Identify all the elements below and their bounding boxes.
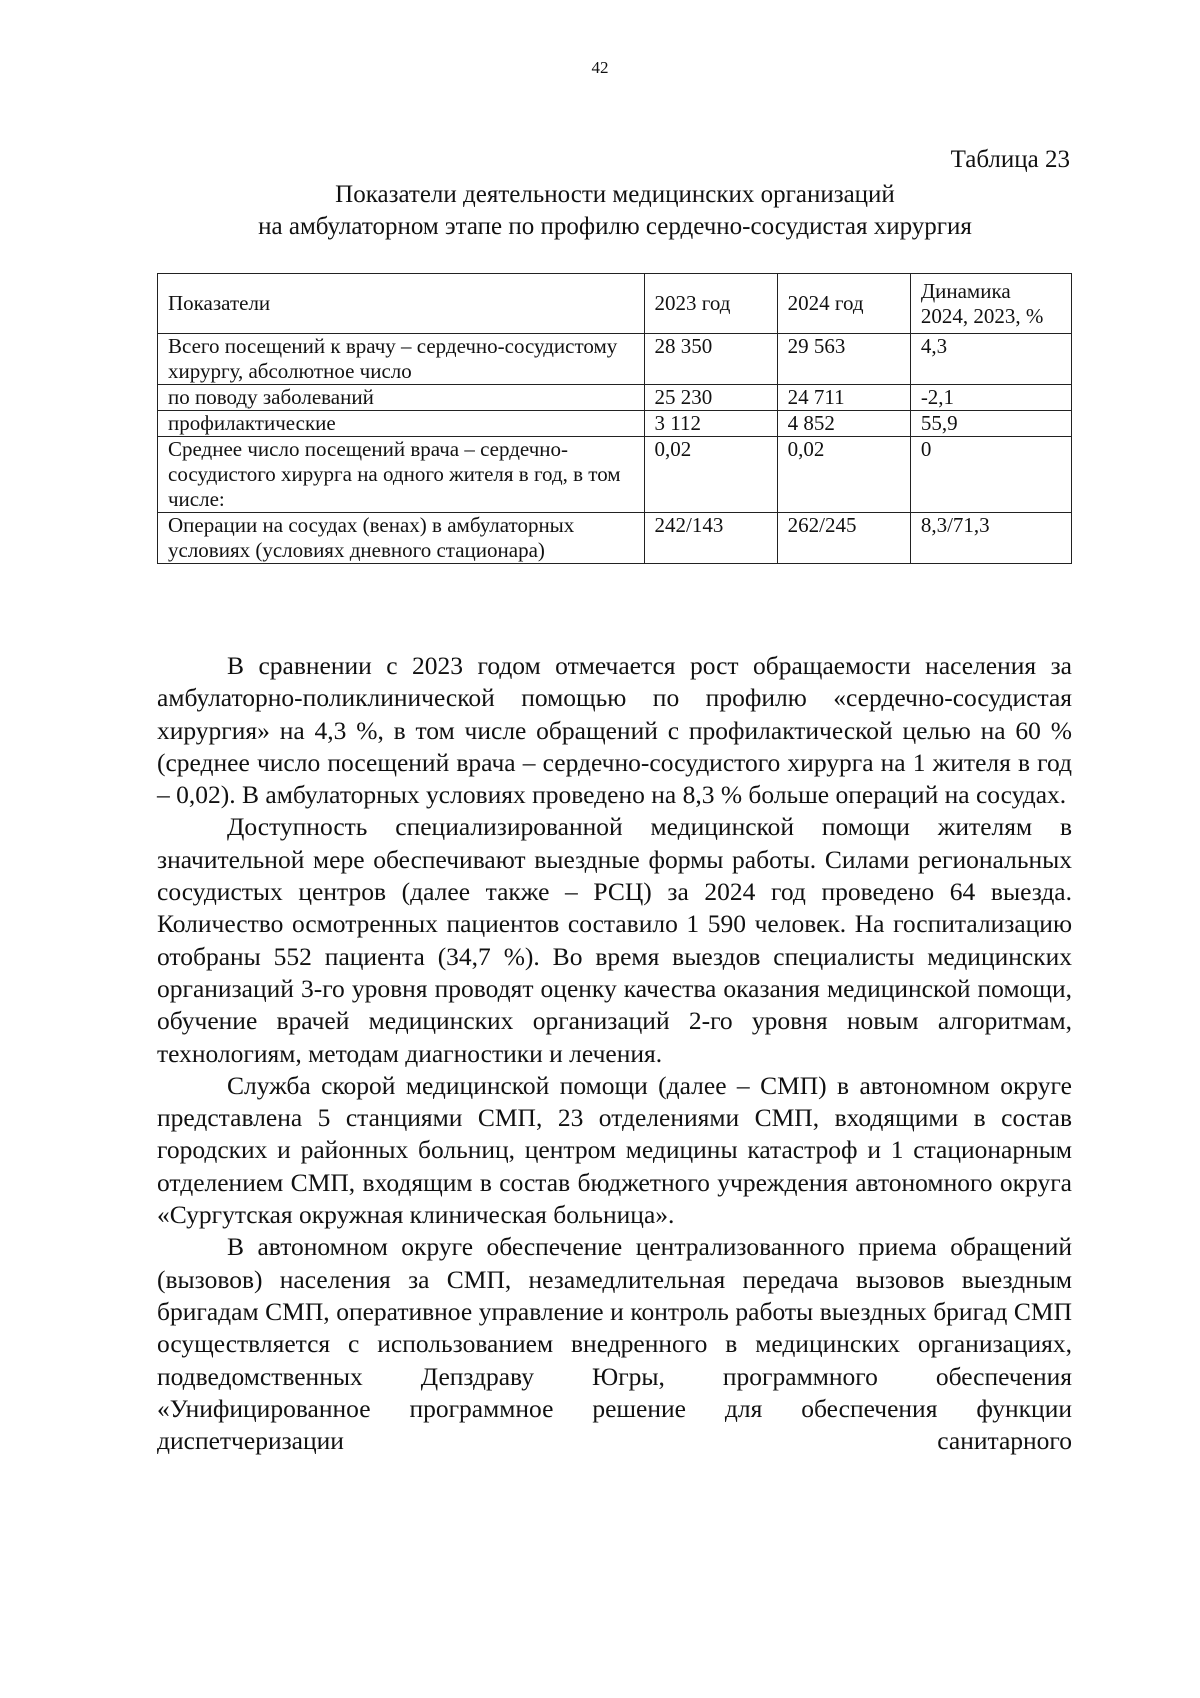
table-header-row bbox=[158, 274, 1072, 334]
table-row bbox=[158, 385, 1072, 411]
table-row bbox=[158, 513, 1072, 564]
cell-indicator: профилактические bbox=[158, 411, 645, 437]
cell-dynamics: -2,1 bbox=[910, 385, 1071, 411]
table-title-line-2: на амбулаторном этапе по профилю сердечно-сосудистая хирургия bbox=[258, 213, 972, 240]
cell-2023: 242/143 bbox=[644, 513, 777, 564]
paragraph-3: Служба скорой медицинской помощи (далее – СМП) в автономном округе представлена 5 станциями СМП, 23 отделениями СМП, входящими в состав городских и районных больниц, центром медицины катастроф и 1 стационарным отделением СМП, входящим в состав бюджетного учреждения автономного округа «Сургутская окружная клиническая больница». bbox=[157, 1070, 1072, 1230]
cell-dynamics: 55,9 bbox=[910, 411, 1071, 437]
page-number: 42 bbox=[591, 58, 609, 77]
cell-2023: 25 230 bbox=[644, 385, 777, 411]
cell-indicator: Среднее число посещений врача – сердечно-сосудистого хирурга на одного жителя в год, в том числе: bbox=[158, 437, 645, 513]
cell-2024: 4 852 bbox=[777, 411, 910, 437]
cell-indicator: Всего посещений к врачу – сердечно-сосудистому хирургу, абсолютное число bbox=[158, 334, 645, 385]
cell-indicator: Операции на сосудах (венах) в амбулаторных условиях (условиях дневного стационара) bbox=[158, 513, 645, 564]
cell-dynamics: 8,3/71,3 bbox=[910, 513, 1071, 564]
body-text bbox=[157, 650, 1072, 1457]
indicators-table bbox=[157, 273, 1072, 564]
cell-2024: 262/245 bbox=[777, 513, 910, 564]
header-2023: 2023 год bbox=[644, 274, 777, 334]
table-row bbox=[158, 334, 1072, 385]
cell-2023: 28 350 bbox=[644, 334, 777, 385]
cell-2024: 24 711 bbox=[777, 385, 910, 411]
header-dynamics: Динамика 2024, 2023, % bbox=[910, 274, 1071, 334]
table-label: Таблица 23 bbox=[950, 146, 1070, 173]
table-row bbox=[158, 437, 1072, 513]
cell-dynamics: 0 bbox=[910, 437, 1071, 513]
cell-2023: 3 112 bbox=[644, 411, 777, 437]
cell-2024: 29 563 bbox=[777, 334, 910, 385]
table-title-line-1: Показатели деятельности медицинских организаций bbox=[335, 181, 895, 208]
header-2024: 2024 год bbox=[777, 274, 910, 334]
table-title bbox=[160, 179, 1070, 243]
cell-2024: 0,02 bbox=[777, 437, 910, 513]
table-row bbox=[158, 411, 1072, 437]
cell-indicator: по поводу заболеваний bbox=[158, 385, 645, 411]
cell-2023: 0,02 bbox=[644, 437, 777, 513]
paragraph-2: Доступность специализированной медицинской помощи жителям в значительной мере обеспечивают выездные формы работы. Силами региональных сосудистых центров (далее также – РСЦ) за 2024 год проведено 64 выезда. Количество осмотренных пациентов составило 1 590 человек. На госпитализацию отобраны 552 пациента (34,7 %). Во время выездов специалисты медицинских организаций 3-го уровня проводят оценку качества оказания медицинской помощи, обучение врачей медицинских организаций 2-го уровня новым алгоритмам, технологиям, методам диагностики и лечения. bbox=[157, 812, 1072, 1068]
cell-dynamics: 4,3 bbox=[910, 334, 1071, 385]
header-indicator: Показатели bbox=[158, 274, 645, 334]
paragraph-1: В сравнении с 2023 годом отмечается рост обращаемости населения за амбулаторно-поликлинической помощью по профилю «сердечно-сосудистая хирургия» на 4,3 %, в том числе обращений с профилактической целью на 60 % (среднее число посещений врача – сердечно-сосудистого хирурга на 1 жителя в год – 0,02). В амбулаторных условиях проведено на 8,3 % больше операций на сосудах. bbox=[157, 651, 1072, 810]
paragraph-4: В автономном округе обеспечение централизованного приема обращений (вызовов) населения за СМП, незамедлительная передача вызовов выездным бригадам СМП, оперативное управление и контроль работы выездных бригад СМП осуществляется с использованием внедренного в медицинских организациях, подведомственных Депздраву Югры, программного обеспечения «Унифицированное программное решение для обеспечения функции диспетчеризации санитарного bbox=[157, 1232, 1072, 1456]
